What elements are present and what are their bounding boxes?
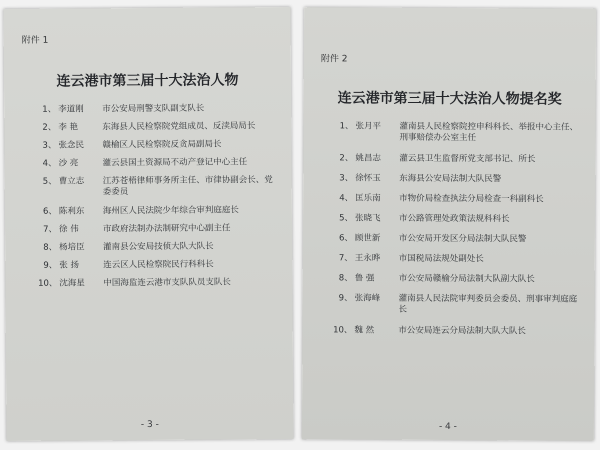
person-num: 10、	[333, 325, 353, 336]
person-name: 张 扬	[59, 260, 80, 271]
list-item	[4, 139, 291, 151]
person-num: 6、	[338, 233, 353, 244]
person-num: 6、	[42, 206, 57, 217]
list-item	[303, 273, 595, 285]
person-desc: 中国海监连云港市支队队员支队长	[103, 277, 231, 289]
person-desc: 灌云县国土资源局不动产登记中心主任	[102, 157, 248, 169]
list-item	[303, 233, 595, 245]
person-name: 姚昌志	[355, 153, 381, 164]
list-item	[303, 253, 595, 265]
person-desc: 市政府法制办法制研究中心副主任	[103, 223, 231, 235]
person-name: 徐怀玉	[355, 173, 381, 184]
person-num: 8、	[43, 242, 58, 253]
list-item	[304, 121, 596, 144]
person-name: 李道刚	[58, 104, 84, 115]
person-desc: 江苏苍梧律师事务所主任、市律协副会长、党委委员	[102, 175, 273, 198]
person-desc: 市国税局法规处副处长	[398, 253, 484, 265]
list-item	[4, 121, 291, 133]
person-name: 杨培臣	[59, 242, 85, 253]
person-name: 王永晔	[354, 253, 381, 264]
person-desc: 市公安局刑警支队副支队长	[102, 103, 205, 115]
person-desc: 东海县人民检察院党组成员、反渎局局长	[102, 121, 256, 133]
list-item	[303, 153, 595, 165]
person-num: 3、	[42, 140, 57, 151]
page-number: - 3 -	[140, 419, 159, 431]
person-num: 7、	[43, 224, 58, 235]
person-num: 4、	[339, 193, 354, 204]
list-item	[5, 241, 292, 253]
list-item	[5, 277, 292, 289]
person-desc: 连云区人民检察院民行科科长	[103, 259, 214, 271]
list-item	[302, 325, 594, 337]
person-name: 张月平	[355, 121, 382, 132]
person-name: 魏 然	[354, 325, 375, 336]
person-num: 9、	[338, 293, 353, 304]
list-item	[303, 193, 595, 205]
list-item	[303, 293, 595, 315]
person-desc: 市物价局检查执法分局检查一科副科长	[399, 193, 544, 205]
person-desc: 市公路管理处政策法规科科长	[399, 213, 510, 225]
person-desc: 灌南县人民检察院控申科科长、举报中心主任、刑事赔偿办公室主任	[399, 121, 579, 144]
person-name: 沈海星	[59, 278, 85, 289]
attachment-label: 附件 2	[320, 54, 348, 65]
person-name: 沙 亮	[58, 158, 79, 169]
person-num: 9、	[43, 260, 58, 271]
person-name: 徐 伟	[59, 224, 79, 235]
person-num: 2、	[339, 153, 354, 164]
page-number: - 4 -	[438, 421, 457, 433]
person-name: 陈利东	[58, 206, 85, 217]
list-item	[4, 103, 291, 115]
person-num: 3、	[339, 173, 354, 184]
list-item	[5, 223, 292, 235]
person-desc: 海州区人民法院少年综合审判庭庭长	[102, 205, 239, 217]
attachment-label: 附件 1	[21, 35, 49, 46]
list-item	[5, 205, 292, 217]
person-name: 张海峰	[354, 293, 381, 304]
list-item	[5, 175, 292, 198]
person-desc: 市公安局开发区分局法制大队民警	[398, 233, 527, 245]
person-num: 8、	[338, 273, 353, 284]
list-item	[303, 173, 595, 185]
person-name: 张晓飞	[355, 213, 381, 224]
person-num: 5、	[339, 213, 354, 224]
document-page-right	[302, 7, 596, 441]
people-list	[4, 103, 291, 289]
person-num: 7、	[338, 253, 353, 264]
person-name: 鲁 强	[354, 273, 375, 284]
people-list	[304, 121, 596, 337]
person-name: 曹立志	[58, 176, 85, 187]
person-desc: 东海县公安局法制大队民警	[399, 173, 502, 185]
person-desc: 灌南县公安局技侦大队大队长	[103, 241, 214, 253]
person-num: 5、	[42, 176, 57, 187]
list-item	[303, 213, 595, 225]
person-name: 李 艳	[58, 122, 79, 133]
person-num: 1、	[42, 104, 57, 115]
person-desc: 市公安局连云分局法制大队大队长	[398, 325, 526, 337]
person-desc: 市公安局赣榆分局法制大队副大队长	[398, 273, 535, 285]
person-name: 顾世新	[354, 233, 381, 244]
person-name: 张念民	[58, 140, 85, 151]
page-title: 连云港市第三届十大法治人物提名奖	[337, 90, 562, 108]
person-num: 2、	[42, 122, 57, 133]
person-num: 1、	[339, 121, 354, 132]
document-page-left	[3, 7, 293, 441]
list-item	[5, 259, 292, 271]
page-title: 连云港市第三届十大法治人物	[56, 72, 239, 90]
person-desc: 灌云县卫生监督所党支部书记、所长	[399, 153, 536, 165]
person-num: 10、	[38, 278, 58, 289]
person-num: 4、	[42, 158, 57, 169]
person-desc: 赣榆区人民检察院反贪局副局长	[102, 139, 222, 151]
list-item	[5, 157, 292, 169]
person-name: 匡乐南	[355, 193, 381, 204]
person-desc: 灌南县人民法院审判委员会委员、刑事审判庭庭长	[398, 293, 578, 315]
